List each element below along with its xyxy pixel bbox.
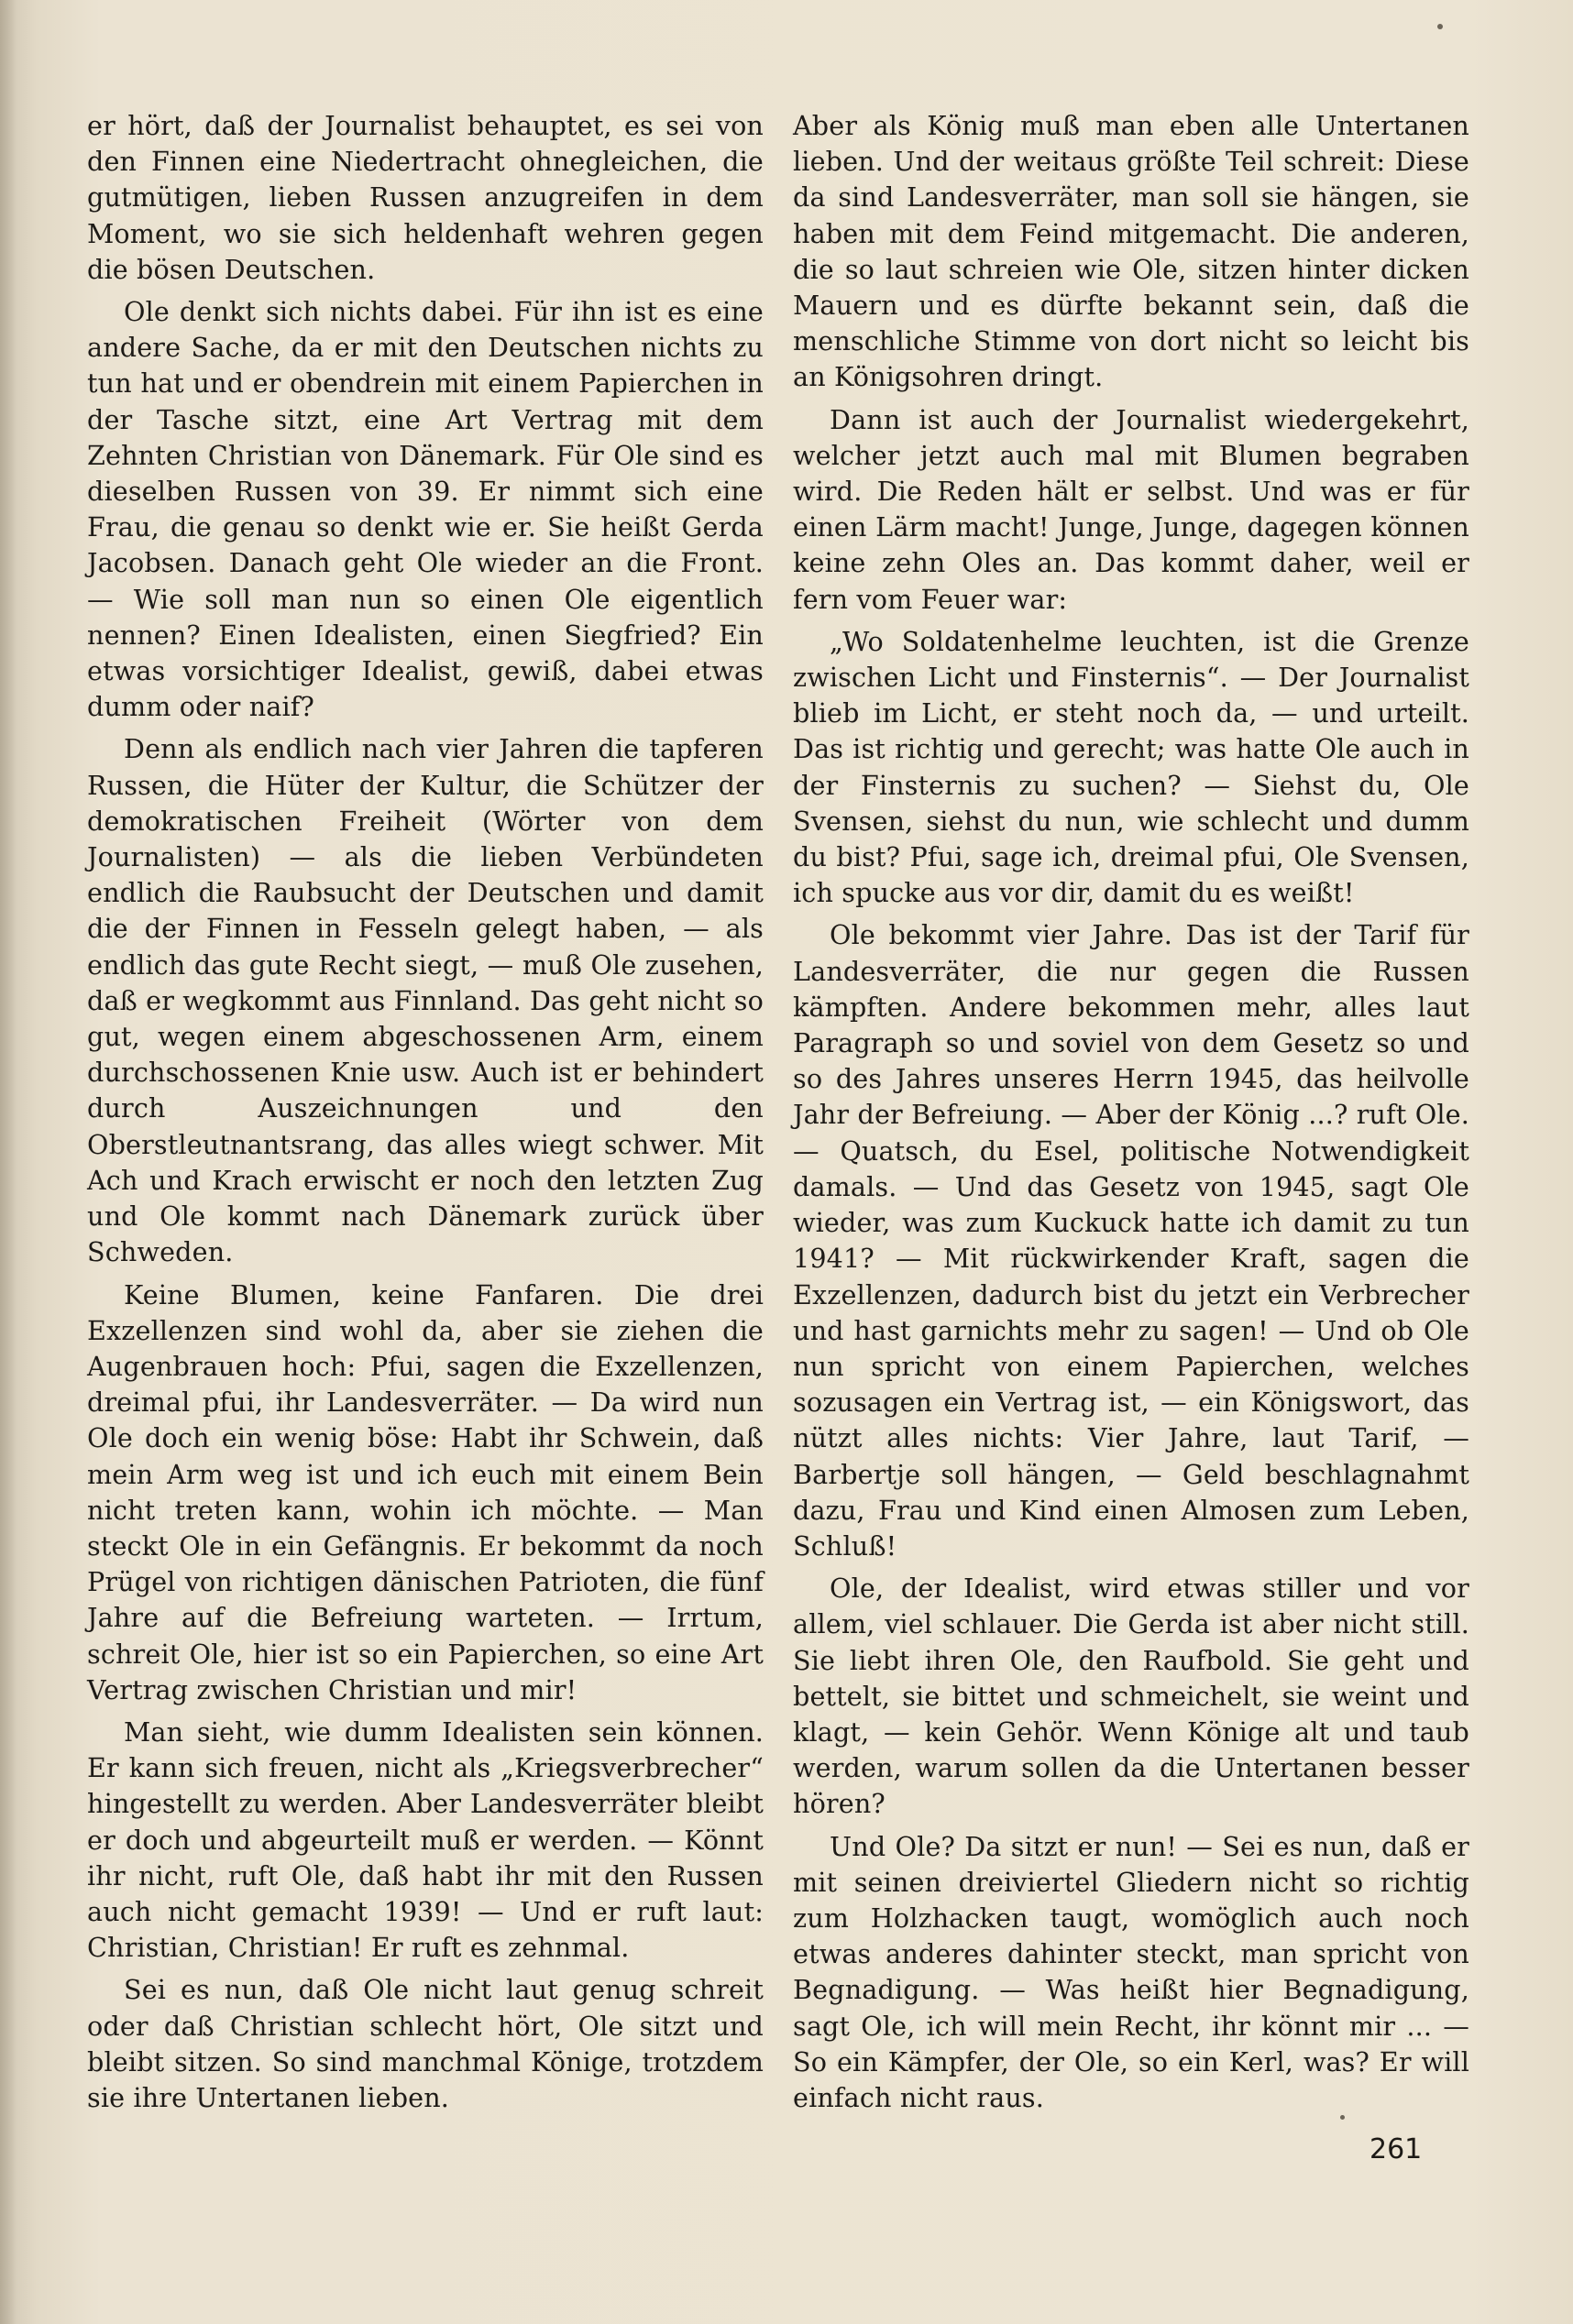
paragraph: er hört, daß der Journalist behauptet, es sei von den Finnen eine Niedertracht ohnegleichen, die gutmütigen, lieben Russen anzugreifen in dem Moment, wo sie sich heldenhaft wehren gegen die bösen Deutschen. [87,110,764,285]
paragraph: Denn als endlich nach vier Jahren die tapferen Russen, die Hüter der Kultur, die Schützer der demokratischen Freiheit (Wörter von dem Journalisten) — als die lieben Verbündeten endlich die Raubsucht der Deutschen und damit die der Finnen in Fesseln gelegt haben, — als endlich das gute Recht siegt, — muß Ole zusehen, daß er wegkommt aus Finnland. Das geht nicht so gut, wegen einem abgeschossenen Arm, einem durchschossenen Knie usw. Auch ist er behindert durch Auszeichnungen und den Oberstleutnantsrang, das alles wiegt schwer. Mit Ach und Krach erwischt er noch den letzten Zug und Ole kommt nach Dänemark zurück über Schweden. [87,733,764,1268]
print-speck [1340,2115,1345,2120]
paragraph: Und Ole? Da sitzt er nun! — Sei es nun, daß er mit seinen dreiviertel Gliedern nicht so richtig zum Holzhacken taugt, womöglich auch noch etwas anderes dahinter steckt, man spricht von Begnadigung. — Was heißt hier Begnadigung, sagt Ole, ich will mein Recht, ihr könnt mir ... — So ein Kämpfer, der Ole, so ein Kerl, was? Er will einfach nicht raus. [793,1830,1469,2113]
binding-gutter-shadow [0,0,16,2324]
paragraph: Dann ist auch der Journalist wiedergekehrt, welcher jetzt auch mal mit Blumen begraben wird. Die Reden hält er selbst. Und was er für einen Lärm macht! Junge, Junge, dagegen können keine zehn Oles an. Das kommt daher, weil er fern vom Feuer war: [793,403,1469,615]
right-text-column [793,108,1469,2122]
print-speck [1437,24,1443,29]
paragraph: Sei es nun, daß Ole nicht laut genug schreit oder daß Christian schlecht hört, Ole sitzt und bleibt sitzen. So sind manchmal Könige, trotzdem sie ihre Untertanen lieben. [87,1974,764,2113]
page-number: 261 [1370,2133,1423,2165]
paragraph: Ole, der Idealist, wird etwas stiller und vor allem, viel schlauer. Die Gerda ist aber nicht still. Sie liebt ihren Ole, den Raufbold. Sie geht und bettelt, sie bittet und schmeichelt, sie weint und klagt, — kein Gehör. Wenn Könige alt und taub werden, warum sollen da die Untertanen besser hören? [793,1573,1469,1820]
paragraph: Keine Blumen, keine Fanfaren. Die drei Exzellenzen sind wohl da, aber sie ziehen die Augenbrauen hoch: Pfui, sagen die Exzellenzen, dreimal pfui, ihr Landesverräter. — Da wird nun Ole doch ein wenig böse: Habt ihr Schwein, daß mein Arm weg ist und ich euch mit einem Bein nicht treten kann, wohin ich möchte. — Man steckt Ole in ein Gefängnis. Er bekommt da noch Prügel von richtigen dänischen Patrioten, die fünf Jahre auf die Befreiung warteten. — Irrtum, schreit Ole, hier ist so ein Papierchen, so eine Art Vertrag zwischen Christian und mir! [87,1278,764,1705]
left-text-column [87,108,764,2122]
paragraph: Ole bekommt vier Jahre. Das ist der Tarif für Landesverräter, die nur gegen die Russen kämpften. Andere bekommen mehr, alles laut Paragraph so und soviel von dem Gesetz so und so des Jahres unseres Herrn 1945, das heilvolle Jahr der Befreiung. — Aber der König ...? ruft Ole. — Quatsch, du Esel, politische Notwendigkeit damals. — Und das Gesetz von 1945, sagt Ole wieder, was zum Kuckuck hatte ich damit zu tun 1941? — Mit rückwirkender Kraft, sagen die Exzellenzen, dadurch bist du jetzt ein Verbrecher und hast garnichts mehr zu sagen! — Und ob Ole nun spricht von einem Papierchen, welches sozusagen ein Vertrag ist, — ein Königswort, das nützt alles nichts: Vier Jahre, laut Tarif, — Barbertje soll hängen, — Geld beschlagnahmt dazu, Frau und Kind einen Almosen zum Leben, Schluß! [793,919,1469,1562]
paragraph: Ole denkt sich nichts dabei. Für ihn ist es eine andere Sache, da er mit den Deutschen nichts zu tun hat und er obendrein mit einem Papierchen in der Tasche sitzt, eine Art Vertrag mit dem Zehnten Christian von Dänemark. Für Ole sind es dieselben Russen von 39. Er nimmt sich eine Frau, die genau so denkt wie er. Sie heißt Gerda Jacobsen. Danach geht Ole wieder an die Front. — Wie soll man nun so einen Ole eigentlich nennen? Einen Idealisten, einen Siegfried? Ein etwas vorsichtiger Idealist, gewiß, dabei etwas dumm oder naif? [87,296,764,723]
paragraph: Aber als König muß man eben alle Untertanen lieben. Und der weitaus größte Teil schreit: Diese da sind Landesverräter, man soll sie hängen, sie haben mit dem Feind mitgemacht. Die anderen, die so laut schreien wie Ole, sitzen hinter dicken Mauern und es dürfte bekannt sein, daß die menschliche Stimme von dort nicht so leicht bis an Königsohren dringt. [793,110,1469,393]
paragraph: Man sieht, wie dumm Idealisten sein können. Er kann sich freuen, nicht als „Kriegsverbrecher“ hingestellt zu werden. Aber Landesverräter bleibt er doch und abgeurteilt muß er werden. — Könnt ihr nicht, ruft Ole, daß habt ihr mit den Russen auch nicht gemacht 1939! — Und er ruft laut: Christian, Christian! Er ruft es zehnmal. [87,1716,764,1964]
paragraph-quote: „Wo Soldatenhelme leuchten, ist die Grenze zwischen Licht und Finsternis“. — Der Journalist blieb im Licht, er steht noch da, — und urteilt. Das ist richtig und gerecht; was hatte Ole auch in der Finsternis zu suchen? — Siehst du, Ole Svensen, siehst du nun, wie schlecht und dumm du bist? Pfui, sage ich, dreimal pfui, Ole Svensen, ich spucke aus vor dir, damit du es weißt! [793,625,1469,909]
